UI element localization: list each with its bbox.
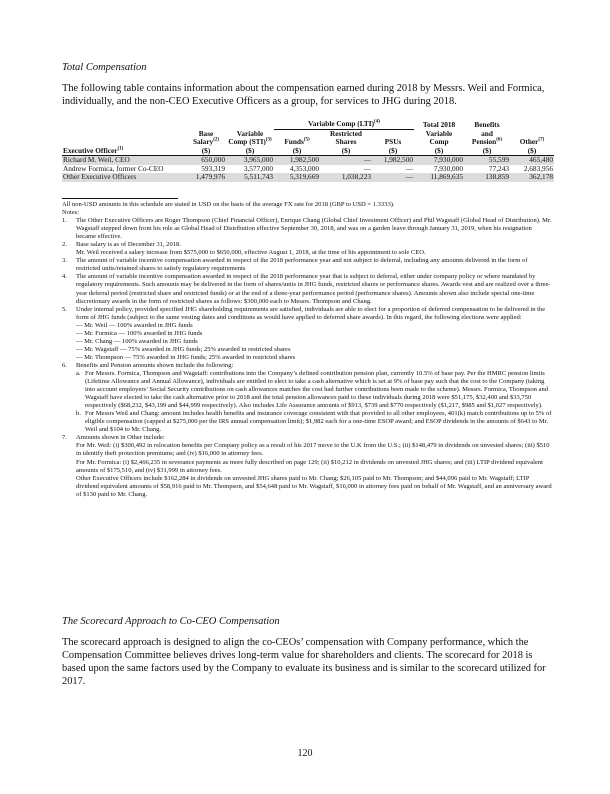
note-1: 1. The Other Executive Officers are Roger Thompson (Chief Financial Officer), Enrique Chang (Global Chief Investment Officer) and Phil Wagstaff (Global Head of Distribution). Mr. Wagstaff stepped down from his role as Global Head of Distribution effective September 30, 2018, and was on a garden leave through January 31, 2019, when his resignation became effective. — [62, 217, 552, 241]
notes-label: Notes: — [62, 209, 80, 217]
note-7-weil: For Mr. Weil: (i) $300,492 in relocation benefits per Company policy as a result of his 2017 move to the U.K from the U.S.; (ii) $148,479 in dividends on unvested shares; (iii) $510 in identify theft protection premiums; and (iv) $16,000 in attorney fees. — [76, 442, 550, 458]
list-item: — Mr. Wagstaff — 75% awarded in JHG funds; 25% awarded in restricted shares — [76, 345, 291, 353]
footnotes — [62, 201, 552, 499]
note-5: 5. Under internal policy, provided specified JHG shareholding requirements are satisfied, individuals are able to elect for a proportion of deferred compensation to be delivered in the form of JHG funds (subject to the same vesting dates and conditions as would have applied to deferred share awards). In this regard, the following elections were applied: — [62, 305, 546, 321]
note-7-formica: For Mr. Formica: (i) $2,466,235 in severance payments as more fully described on page 129; (ii) $10,212 in dividends on unvested JHG shares; and (iii) LTIP dividend equivalent amounts of $175,510, and (iv) $31,999 in attorney fees. — [76, 458, 543, 474]
note-3: 3. The amount of variable incentive compensation awarded in respect of the 2018 performance year and not subject to deferral, including any amounts delivered in the form of restricted units/retained shares to satisfy regulatory requirements — [62, 257, 528, 273]
section-title-scorecard: The Scorecard Approach to Co-CEO Compensation — [62, 616, 280, 627]
col-header-psus: PSUs — [384, 137, 402, 146]
col-header-base-salary: Salary$^{(2)}$ — [192, 137, 220, 146]
col-header-total-variable-comp: Comp — [429, 137, 449, 146]
col-header-benefits-pension: Pension$^{(6)}$ — [471, 137, 503, 146]
list-item: — Mr. Formica — 100% awarded in JHG funds — [76, 329, 203, 337]
col-header-variable-comp-sti: Comp (STI)$^{(3)}$ — [228, 137, 272, 146]
note-6b: b. For Messrs Weil and Chang: amount includes health benefits and insurance coverage consistent with that provided to all other employees, 401(k) match contributions up to 5% of eligible compensation (capped at $275,000 per the IRS annual compensation limit); $1,982 each for a one-time ESOP award; and ESOP dividends in the amounts of $643 to Mr. Weil and $104 to Mr. Chang. — [76, 410, 552, 434]
col-header-other: Other$^{(7)}$ — [519, 137, 545, 146]
note-6a: a. For Messrs. Formica, Thompson and Wagstaff: contributions into the Company’s defined contribution pension plan, currently 10.5% of base pay. Per the HMRC pension limits (Lifetime Allowance and Annual Allowance), individuals are entitled to elect to take a cash alternative which is set at 9% of base pay such that the cost to the Company (taking into account employers’ Social Security contributions on cash allowances matches the cost had further contributions been made to the scheme). Messrs. Formica, Thompson and Wagstaff have elected to take the cash alternative prior to 2018 and the total pension allowances paid to these individuals during 2018 were $51,175, $32,400 and $33,750 respectively ($68,232, $43,199 and $44,999 respectively). Also includes Life Assurance amounts of $913, $739 and $770 respectively ($1,217, $985 and $1,027 respectively). — [76, 369, 549, 410]
note-7: 7. Amounts shown in Other include: — [62, 434, 165, 442]
intro-paragraph: The following table contains information about the compensation earned during 2018 by Messrs. Weil and Formica, individually, and the non-CEO Executive Officers as a group, for services to JHG during 2018. — [62, 83, 545, 107]
variable-comp-lti-header: Variable Comp (LTI)$^{(4)}$ — [274, 120, 414, 129]
table-header-row-3 — [62, 138, 554, 147]
list-item: — Mr. Thompson — 75% awarded in JHG funds; 25% awarded in restricted shares — [76, 353, 296, 361]
note-2: 2. Base salary is as of December 31, 2018. — [62, 241, 181, 249]
list-item: — Mr. Chang — 100% awarded in JHG funds — [76, 337, 198, 345]
note-2-detail: Mr. Weil received a salary increase from $575,000 to $650,000, effective August 1, 2018, at the time of his appointment to sole CEO. — [76, 249, 426, 257]
table-row: Richard M. Weil, CEO 650,000 3,965,000 1,982,500 — 1,982,500 7,930,000 55,599 465,480 — [63, 155, 553, 164]
section-title-total-compensation: Total Compensation — [62, 62, 147, 73]
table-header-units-row: Executive Officer$^{(1)}$ ($) ($) ($) ($) ($) ($) ($) ($) — [62, 147, 554, 156]
fx-note: All non-USD amounts in this schedule are stated in USD on the basis of the average FX rate for 2018 (GBP to USD = 1.3333). — [62, 201, 395, 208]
note-7-other: Other Executive Officers include $162,284 in dividends on unvested JHG shares paid to Mr. Chang; $26,105 paid to Mr. Thompson; and $44,096 paid to Mr. Wagstaff; LTIP dividend equivalent amounts of $58,916 paid to Mr. Thompson, and $54,648 paid to Mr. Wagstaff, $16,000 in attorney fees paid on behalf of Mr. Wagstaff, and an anniversary award of $130 paid to Mr. Chang. — [76, 474, 552, 498]
note-4: 4. The amount of variable incentive compensation awarded in respect of the 2018 performance year that is subject to deferral, either under company policy or where mandated by regulatory requirements. Such amounts may be delivered in the form of shares/units in JHG funds, restricted shares or performance shares. Awards vest and are realized over a three-year deferral period (restricted share and restricted funds) or at the end of a three-year performance period (performance shares). Amounts shown also include special one-time discretionary awards in the form of restricted shares as follows: $300,000 each to Messrs. Thompson and Chang. — [62, 273, 551, 305]
footnote-divider — [62, 198, 178, 199]
page-number: 120 — [297, 748, 313, 759]
note-6: 6. Benefits and Pension amounts shown include the following: — [62, 361, 234, 369]
table-row: Other Executive Officers 1,479,976 5,511,743 5,319,669 1,038,223 — 11,869,635 138,859 362,178 — [63, 172, 553, 181]
table-header-row-2: Base Variable Restricted Variable and — [198, 128, 493, 138]
list-item: — Mr. Weil — 100% awarded in JHG funds — [76, 321, 193, 329]
table-row: Andrew Formica, former Co-CEO 593,319 3,577,000 4,353,000 — — 7,930,000 77,243 2,683,956 — [63, 163, 553, 173]
col-header-funds: Funds$^{(5)}$ — [284, 137, 310, 146]
scorecard-paragraph: The scorecard approach is designed to align the co-CEOs’ compensation with Company performance, which the Compensation Committee believes drives long-term value for shareholders and clients. The scorecard for 2018 is based upon the same factors used by the Company to evaluate its business and is similar to the scorecard utilized for 2017. — [62, 637, 546, 687]
col-header-restricted-shares: Shares — [335, 137, 357, 146]
table-group-header-row: Variable Comp (LTI)$^{(4)}$ Total 2018 Benefits — [62, 120, 554, 129]
compensation-table — [62, 120, 554, 182]
col-header-executive-officer: Executive Officer$^{(1)}$ — [62, 147, 186, 156]
